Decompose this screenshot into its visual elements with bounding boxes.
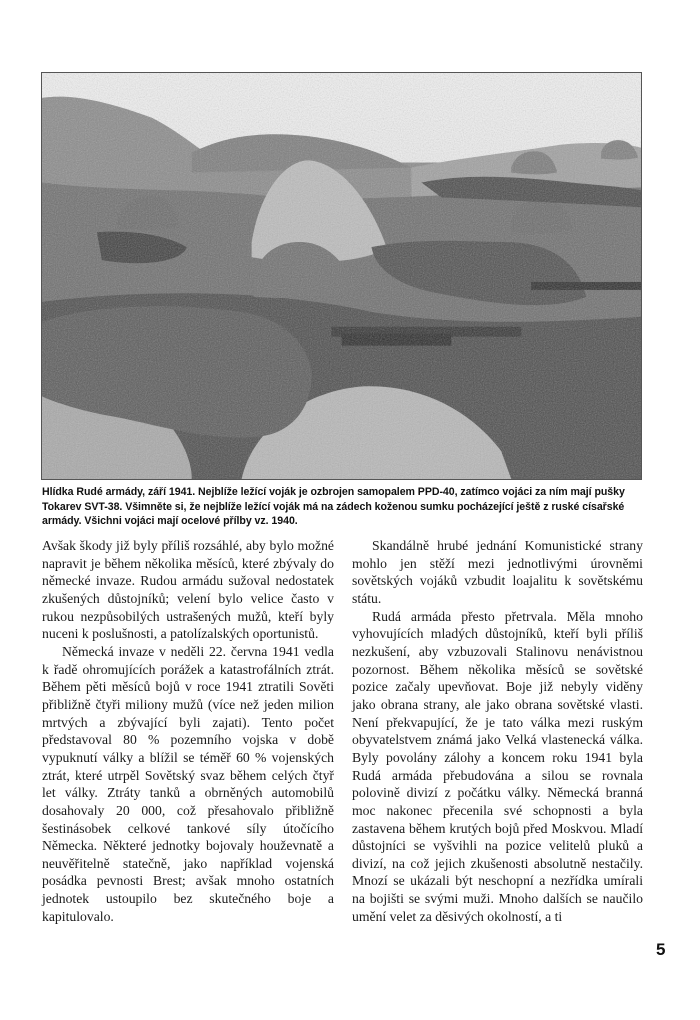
- paragraph: Avšak škody již byly příliš rozsáhlé, aby bylo možné napravit je během několika měsíců, které zbývaly do německé invaze. Rudou armádu sužoval nedostatek zkušených důstojníků; velení bylo velice často v rukou nezpůsobilých ustrašených mužů, kteří byly nuceni k poslušnosti, a patolízalských oportunistů.: [42, 538, 334, 642]
- paragraph: Německá invaze v neděli 22. června 1941 vedla k řadě ohromujících porážek a katastrofálních ztrát. Během pěti měsíců bojů v roce 1941 ztratili Sověti přibližně čtyři miliony mužů (více než jeden milion mrtvých a zbývající byli zajati). Tento počet představoval 80 % pozemního vojska v době vypuknutí války a blížil se téměř 60 % vojenských ztrát, které utrpěl Sovětský svaz během celých čtyř let války. Ztráty tanků a obrněných automobilů dosahovaly 20 000, což přesahovalo přibližně šestinásobek celkové tankové síly útočícího Německa. Některé jednotky bojovaly houževnatě a neuvěřitelně statečně, jako například vojenská posádka pevnosti Brest; avšak mnoho ostatních jednotek ustoupilo bez skutečného boje a kapitulovalo.: [42, 643, 334, 924]
- body-column-right: [352, 537, 643, 925]
- photo-illustration: [42, 73, 641, 479]
- paragraph: Rudá armáda přesto přetrvala. Měla mnoho vyhovujících mladých důstojníků, kteří byli příliš nezkušení, aby vzbuzovali Stalinovu nenávistnou pozornost. Během několika měsíců se sovětské pozice začaly upevňovat. Boje již nebyly viděny jako obrana strany, ale jako obrana sovětské vlasti. Není překvapující, že je tato válka mezi ruským obyvatelstvem známá jako Velká vlastenecká válka. Byly povolány zálohy a koncem roku 1941 byla Rudá armáda přebudována a silou se rovnala polovině divizí z počátku války. Německá branná moc nakonec přecenila své schopnosti a byla zastavena během krutých bojů před Moskvou. Mladí důstojníci se vyšvihli na pozice velitelů pluků a divizí, na což jejich zkušenosti absolutně nestačily. Mnozí se ukázali být neschopní a nezřídka umírali na bojišti se svými muži. Mnoho dalších se naučilo umění velet za děsivých okolností, a ti: [352, 608, 643, 924]
- photo-red-army-patrol: [41, 72, 642, 480]
- photo-caption: Hlídka Rudé armády, září 1941. Nejblíže ležící voják je ozbrojen samopalem PPD-40, zatímco vojáci za ním mají pušky Tokarev SVT-38. Všimněte si, že nejblíže ležící voják má na zádech koženou sumku pocházející ještě z ruské císařské armády. Všichni vojáci mají ocelové přílby vz. 1940.: [42, 486, 625, 528]
- page-number: 5: [656, 940, 666, 959]
- paragraph: Skandálně hrubé jednání Komunistické strany mohlo jen stěží mezi jednotlivými úrovněmi sovětských vojáků vzbudit loajalitu k sovětskému státu.: [352, 538, 643, 606]
- body-column-left: [42, 537, 334, 925]
